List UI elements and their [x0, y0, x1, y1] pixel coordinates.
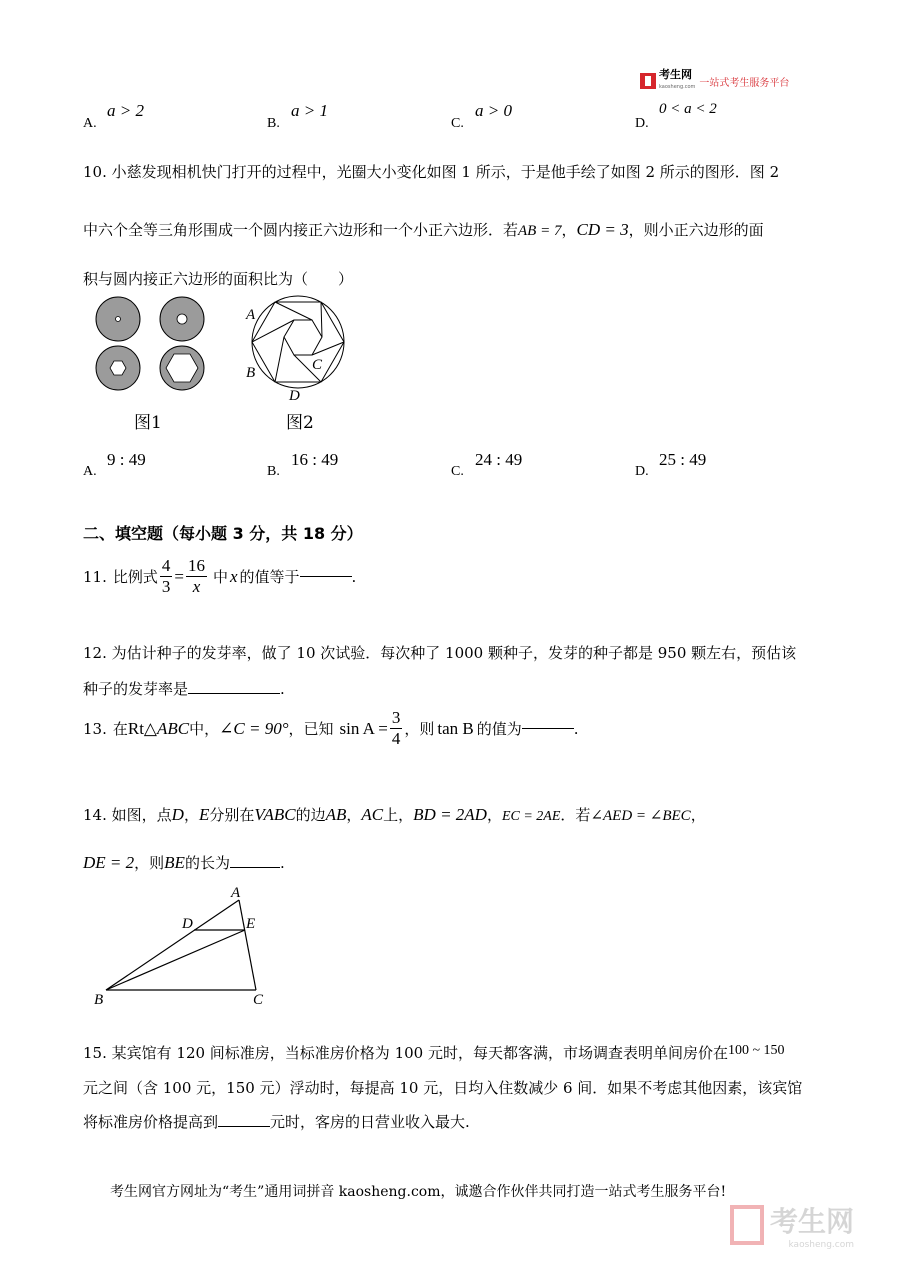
q13 — [83, 708, 579, 749]
side-ac — [239, 900, 256, 990]
q13-suffix: 的值为 — [476, 720, 522, 738]
q13-sin: sin A = — [339, 718, 388, 738]
q11-mid: 中 — [212, 568, 228, 586]
q14-be: BE — [164, 853, 185, 872]
q12-number: 12. — [83, 644, 107, 662]
q15-answer-blank — [218, 1126, 270, 1127]
q11-prefix: 比例式 — [112, 568, 158, 586]
aperture-disc-2 — [160, 297, 204, 341]
watermark-icon — [730, 1205, 764, 1245]
logo-name — [659, 70, 695, 92]
q15-text-line3b: 元时，客房的日营业收入最大. — [270, 1113, 470, 1131]
q10-text-line1: 小慈发现相机快门打开的过程中，光圈大小变化如图 1 所示，于是他手绘了如图 2 所示的图形．图 2 — [111, 163, 780, 181]
q14-t4: 的边 — [295, 806, 326, 824]
aperture-disc-1 — [96, 297, 140, 341]
section2-title: 二、填空题（每小题 3 分，共 18 分） — [83, 524, 363, 543]
q13-frac-den: 4 — [391, 729, 401, 748]
q14-t11: 的长为 — [184, 854, 230, 872]
q14-ec: EC = 2AE — [501, 809, 561, 824]
q15-line2: 元之间（含 100 元，150 元）浮动时，每提高 10 元，日均入住数减少 6 间．如果不考虑其他因素，该宾馆 — [83, 1079, 803, 1097]
q13-mid3: ，则 — [404, 720, 435, 738]
q9-option-d: 0 < a < 2 — [659, 101, 717, 117]
q14-t3: 分别在 — [209, 806, 255, 824]
footer-text: 考生网官方网址为“考生”通用词拼音 kaosheng.com，诚邀合作伙伴共同打造一站式考生服务平台! — [110, 1184, 727, 1200]
q14-line1 — [83, 804, 706, 825]
side-ab — [106, 900, 239, 990]
q9-option-b-letter: B. — [267, 116, 280, 131]
q9-option-c: a > 0 — [475, 101, 512, 120]
q15-line1 — [83, 1042, 785, 1063]
fig2-point-d: D — [289, 388, 300, 404]
q13-angle: ∠C = 90° — [219, 718, 289, 738]
logo-name-text: 考生网 — [659, 68, 692, 81]
q11 — [83, 556, 356, 597]
q14-triangle: VABC — [254, 805, 296, 824]
q11-frac2-num: 16 — [187, 556, 205, 575]
q14-line2 — [83, 852, 285, 873]
q10-text-line2a: 中六个全等三角形围成一个圆内接正六边形和一个小正六边形．若 — [83, 221, 519, 239]
q14-number: 14. — [83, 806, 107, 824]
q13-tanb: tan B — [437, 718, 474, 738]
q9-option-c-letter: C. — [451, 116, 464, 131]
q14-answer-blank — [230, 867, 280, 868]
q12-line2 — [83, 678, 285, 699]
q9-option-b: a > 1 — [291, 101, 328, 120]
large-hexagon — [252, 302, 344, 382]
q10-option-b-letter: B. — [267, 464, 280, 479]
aperture-disc-3 — [96, 346, 140, 390]
q14-t2: ， — [183, 806, 199, 824]
circumcircle — [252, 296, 344, 388]
q14-t7: ， — [486, 806, 502, 824]
q13-rt: Rt△ — [127, 718, 158, 738]
watermark-logo — [730, 1200, 854, 1250]
q11-frac1-num: 4 — [161, 556, 171, 575]
fig-point-c: C — [253, 992, 264, 1007]
q9-option-a: a > 2 — [107, 101, 144, 120]
q14-t5: ， — [346, 806, 362, 824]
q11-fraction2 — [186, 556, 207, 597]
q10-figure2 — [240, 294, 360, 404]
q11-fraction1 — [160, 556, 173, 597]
q10-figure1 — [90, 294, 215, 394]
q10-cd-eq: CD = 3 — [576, 220, 629, 239]
q13-prefix: 在 — [112, 720, 128, 738]
q14-angle-eq: ∠AED = ∠BEC — [590, 808, 691, 824]
fig-point-d: D — [182, 916, 193, 932]
q14-t1: 如图，点 — [111, 806, 172, 824]
logo-icon — [640, 73, 656, 89]
fig-point-e: E — [246, 916, 256, 932]
q11-equals: = — [174, 566, 184, 586]
q14-e: E — [198, 805, 210, 824]
q14-t8: ．若 — [560, 806, 591, 824]
q15-text-line3a: 将标准房价格提高到 — [83, 1113, 219, 1131]
aperture-disc-4 — [160, 346, 204, 390]
logo-domain: kaosheng.com — [659, 84, 696, 90]
q13-mid2: ，已知 — [288, 720, 334, 738]
q15-line3 — [83, 1111, 470, 1132]
q13-number: 13. — [83, 719, 107, 738]
fig-point-b: B — [94, 992, 104, 1007]
triangle-sides — [252, 302, 344, 382]
q15-number: 15. — [83, 1044, 107, 1062]
q10-figure1-label: 图1 — [134, 413, 162, 433]
q12-line1 — [83, 642, 796, 663]
q10-option-a-letter: A. — [83, 464, 97, 479]
logo-tagline: 一站式考生服务平台 — [699, 77, 790, 89]
q9-option-a-letter: A. — [83, 116, 97, 131]
watermark-name: 考生网 — [770, 1205, 855, 1238]
q10-ab-eq: AB = 7 — [518, 223, 562, 239]
q13-frac-num: 3 — [391, 708, 401, 727]
q13-end: . — [573, 719, 579, 738]
q15-range: 100 ~ 150 — [727, 1043, 785, 1058]
q14-t10: ，则 — [134, 854, 165, 872]
q11-var: x — [229, 566, 238, 586]
q10-figure2-label: 图2 — [286, 413, 314, 433]
q12-answer-blank — [188, 693, 280, 694]
q10-line2 — [83, 219, 764, 240]
q10-line1 — [83, 161, 779, 182]
q11-answer-blank — [300, 576, 352, 577]
q14-de: DE = 2 — [83, 853, 135, 872]
q11-frac1-den: 3 — [161, 577, 171, 596]
segment-be — [106, 930, 245, 990]
small-hexagon — [284, 320, 322, 355]
q14-ab: AB — [325, 805, 347, 824]
q12-text-line1: 为估计种子的发芽率，做了 10 次试验．每次种了 1000 颗种子，发芽的种子都是 950 颗左右，预估该 — [111, 644, 797, 662]
q11-number: 11. — [83, 567, 107, 586]
q10-line3: 积与圆内接正六边形的面积比为（ ） — [83, 270, 354, 288]
q12-text-line2: 种子的发芽率是 — [83, 680, 189, 698]
q14-d: D — [171, 805, 184, 824]
q13-abc: ABC — [157, 718, 190, 738]
q9-option-d-letter: D. — [635, 116, 649, 131]
q10-option-d: 25 : 49 — [659, 450, 707, 469]
q10-option-b: 16 : 49 — [291, 450, 339, 469]
watermark-text — [770, 1200, 854, 1250]
fig2-point-c: C — [312, 357, 323, 373]
q10-number: 10. — [83, 163, 107, 181]
q13-mid1: 中， — [189, 720, 220, 738]
q13-answer-blank — [522, 728, 574, 729]
fig-point-a: A — [231, 885, 241, 901]
header-logo — [640, 70, 789, 92]
q14-ac: AC — [361, 805, 384, 824]
q13-fraction — [390, 708, 403, 749]
q12-end: . — [280, 680, 285, 698]
q10-option-c: 24 : 49 — [475, 450, 523, 469]
q10-sep: ， — [561, 221, 577, 239]
q14-bd: BD = 2AD — [413, 805, 487, 824]
q10-option-d-letter: D. — [635, 464, 649, 479]
q14-end: . — [279, 854, 285, 872]
q15-text-line1: 某宾馆有 120 间标准房，当标准房价格为 100 元时，每天都客满，市场调查表明单间房价在 — [111, 1044, 728, 1062]
fig2-point-a: A — [246, 307, 256, 323]
q11-end: . — [351, 567, 357, 586]
q14-t9: ， — [690, 806, 706, 824]
q11-suffix: 的值等于 — [239, 568, 300, 586]
q14-t6: 上， — [383, 806, 414, 824]
fig2-point-b: B — [246, 365, 256, 381]
q14-figure — [88, 882, 278, 1007]
q11-frac2-den: x — [192, 577, 201, 596]
q10-text-line2b: ，则小正六边形的面 — [628, 221, 764, 239]
watermark-domain: kaosheng.com — [788, 1240, 855, 1250]
q10-option-a: 9 : 49 — [107, 450, 146, 469]
q10-option-c-letter: C. — [451, 464, 464, 479]
